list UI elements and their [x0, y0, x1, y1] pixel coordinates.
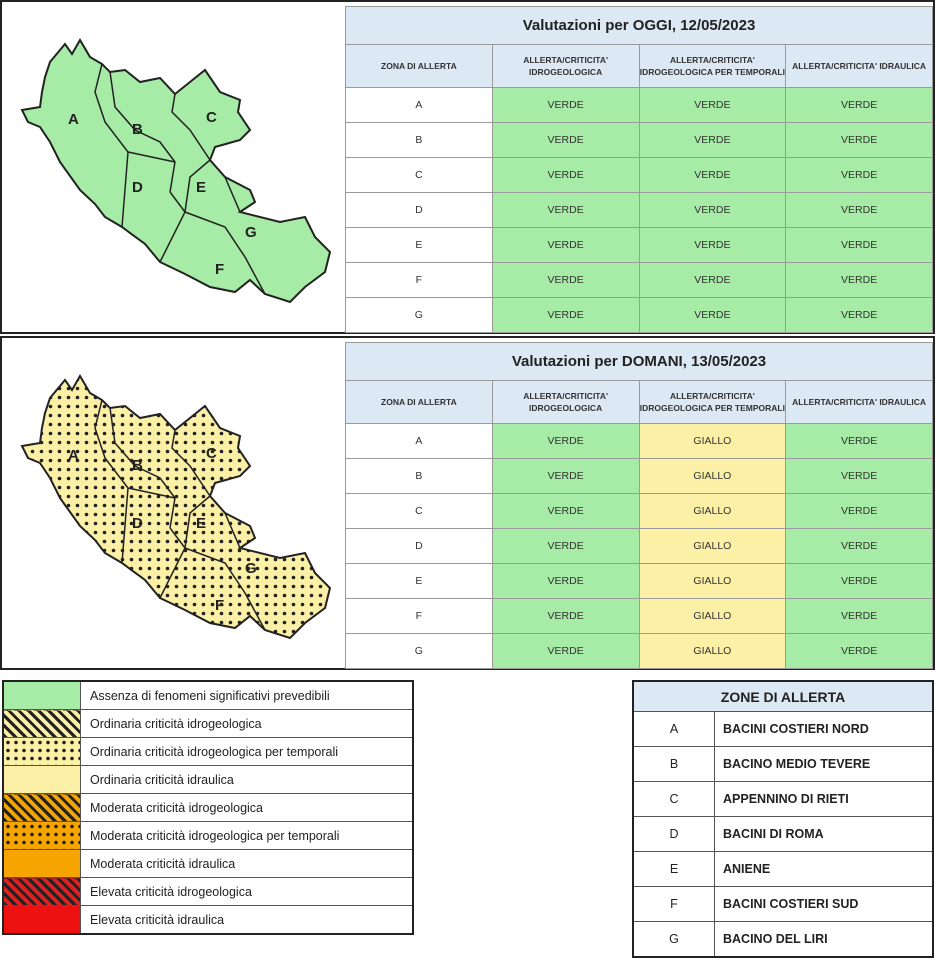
status-cell: VERDE	[639, 123, 786, 158]
header-zona: ZONA DI ALLERTA	[346, 45, 493, 88]
zone-cell: B	[346, 123, 493, 158]
legend-label: Assenza di fenomeni significativi prevedibili	[81, 681, 414, 710]
status-cell: VERDE	[639, 193, 786, 228]
zone-id: F	[633, 887, 715, 922]
status-cell: VERDE	[492, 158, 639, 193]
status-cell: VERDE	[786, 599, 933, 634]
zone-id: C	[633, 782, 715, 817]
zone-row	[633, 887, 933, 922]
zone-cell: E	[346, 228, 493, 263]
header-idraulica: ALLERTA/CRITICITA' IDRAULICA	[786, 45, 933, 88]
zones-table	[632, 680, 934, 958]
table-row	[346, 298, 933, 333]
zone-name: BACINO DEL LIRI	[715, 922, 934, 958]
status-cell: VERDE	[786, 634, 933, 669]
status-cell: GIALLO	[639, 424, 786, 459]
zone-cell: F	[346, 599, 493, 634]
zone-cell: F	[346, 263, 493, 298]
legend-item	[3, 738, 413, 766]
zone-name: BACINI COSTIERI SUD	[715, 887, 934, 922]
map-label-a: A	[68, 111, 79, 128]
status-cell: GIALLO	[639, 494, 786, 529]
table-row	[346, 529, 933, 564]
status-cell: VERDE	[639, 88, 786, 123]
status-cell: VERDE	[786, 459, 933, 494]
table-row	[346, 123, 933, 158]
table-row	[346, 88, 933, 123]
legend-swatch	[3, 681, 81, 710]
status-cell: VERDE	[639, 298, 786, 333]
status-cell: VERDE	[786, 123, 933, 158]
zone-name: ANIENE	[715, 852, 934, 887]
legend-label: Moderata criticità idrogeologica	[81, 794, 414, 822]
status-cell: VERDE	[492, 123, 639, 158]
status-cell: VERDE	[492, 88, 639, 123]
legend-item	[3, 850, 413, 878]
map-label-f: F	[215, 261, 225, 278]
legend-item	[3, 766, 413, 794]
legend-swatch	[3, 878, 81, 906]
status-cell: VERDE	[492, 564, 639, 599]
zone-cell: D	[346, 193, 493, 228]
status-cell: VERDE	[492, 529, 639, 564]
status-cell: VERDE	[639, 158, 786, 193]
map-label-a: A	[68, 447, 79, 464]
lazio-map-tomorrow	[10, 348, 340, 660]
table-row	[346, 228, 933, 263]
legend-label: Moderata criticità idrogeologica per temporali	[81, 822, 414, 850]
legend-swatch	[3, 710, 81, 738]
status-cell: VERDE	[786, 88, 933, 123]
table-row	[346, 263, 933, 298]
header-idrogeologica: ALLERTA/CRITICITA' IDROGEOLOGICA	[492, 45, 639, 88]
status-cell: VERDE	[492, 193, 639, 228]
zone-row	[633, 712, 933, 747]
zones-title: ZONE DI ALLERTA	[633, 681, 933, 712]
header-idraulica: ALLERTA/CRITICITA' IDRAULICA	[786, 381, 933, 424]
header-temporali: ALLERTA/CRITICITA' IDROGEOLOGICA PER TEMPORALI	[639, 381, 786, 424]
table-row	[346, 459, 933, 494]
status-cell: VERDE	[492, 298, 639, 333]
status-cell: VERDE	[492, 459, 639, 494]
header-temporali: ALLERTA/CRITICITA' IDROGEOLOGICA PER TEMPORALI	[639, 45, 786, 88]
zone-row	[633, 852, 933, 887]
status-cell: VERDE	[639, 263, 786, 298]
tomorrow-panel	[0, 336, 935, 670]
status-cell: VERDE	[492, 424, 639, 459]
zone-cell: E	[346, 564, 493, 599]
zone-row	[633, 747, 933, 782]
lazio-map-today	[10, 12, 340, 324]
zone-name: BACINI COSTIERI NORD	[715, 712, 934, 747]
legend-item	[3, 710, 413, 738]
today-table	[345, 6, 933, 333]
zone-id: E	[633, 852, 715, 887]
table-row	[346, 494, 933, 529]
table-row	[346, 193, 933, 228]
status-cell: VERDE	[786, 193, 933, 228]
today-title: Valutazioni per OGGI, 12/05/2023	[346, 7, 933, 45]
status-cell: GIALLO	[639, 564, 786, 599]
zone-id: B	[633, 747, 715, 782]
map-label-c: C	[206, 109, 217, 126]
map-label-f: F	[215, 597, 225, 614]
table-row	[346, 158, 933, 193]
zone-cell: G	[346, 298, 493, 333]
legend	[2, 680, 414, 935]
legend-item	[3, 794, 413, 822]
zone-cell: B	[346, 459, 493, 494]
zone-id: D	[633, 817, 715, 852]
zone-cell: D	[346, 529, 493, 564]
status-cell: VERDE	[786, 529, 933, 564]
status-cell: VERDE	[639, 228, 786, 263]
map-label-e: E	[196, 515, 207, 532]
zone-id: G	[633, 922, 715, 958]
map-label-e: E	[196, 179, 207, 196]
map-label-c: C	[206, 445, 217, 462]
zone-row	[633, 817, 933, 852]
status-cell: VERDE	[786, 564, 933, 599]
status-cell: GIALLO	[639, 634, 786, 669]
legend-item	[3, 822, 413, 850]
legend-swatch	[3, 850, 81, 878]
legend-swatch	[3, 822, 81, 850]
zone-cell: G	[346, 634, 493, 669]
zone-cell: C	[346, 494, 493, 529]
legend-swatch	[3, 794, 81, 822]
status-cell: VERDE	[492, 263, 639, 298]
legend-label: Ordinaria criticità idrogeologica per temporali	[81, 738, 414, 766]
status-cell: VERDE	[492, 634, 639, 669]
zone-name: BACINI DI ROMA	[715, 817, 934, 852]
status-cell: GIALLO	[639, 459, 786, 494]
legend-swatch	[3, 738, 81, 766]
region-outline	[22, 376, 330, 638]
legend-label: Moderata criticità idraulica	[81, 850, 414, 878]
tomorrow-table	[345, 342, 933, 669]
region-outline	[22, 40, 330, 302]
status-cell: VERDE	[786, 263, 933, 298]
legend-label: Elevata criticità idraulica	[81, 906, 414, 935]
zone-name: BACINO MEDIO TEVERE	[715, 747, 934, 782]
status-cell: GIALLO	[639, 529, 786, 564]
zone-id: A	[633, 712, 715, 747]
status-cell: VERDE	[492, 228, 639, 263]
map-label-d: D	[132, 515, 143, 532]
tomorrow-title: Valutazioni per DOMANI, 13/05/2023	[346, 343, 933, 381]
zone-cell: C	[346, 158, 493, 193]
map-label-d: D	[132, 179, 143, 196]
map-label-b: B	[132, 121, 143, 138]
legend-item	[3, 878, 413, 906]
zone-cell: A	[346, 424, 493, 459]
status-cell: GIALLO	[639, 599, 786, 634]
zone-name: APPENNINO DI RIETI	[715, 782, 934, 817]
map-label-g: G	[245, 560, 257, 577]
status-cell: VERDE	[786, 424, 933, 459]
legend-item	[3, 681, 413, 710]
today-panel	[0, 0, 935, 334]
status-cell: VERDE	[786, 298, 933, 333]
map-label-g: G	[245, 224, 257, 241]
map-label-b: B	[132, 457, 143, 474]
header-idrogeologica: ALLERTA/CRITICITA' IDROGEOLOGICA	[492, 381, 639, 424]
legend-label: Elevata criticità idrogeologica	[81, 878, 414, 906]
legend-swatch	[3, 766, 81, 794]
status-cell: VERDE	[786, 158, 933, 193]
legend-label: Ordinaria criticità idraulica	[81, 766, 414, 794]
zone-row	[633, 922, 933, 958]
table-row	[346, 564, 933, 599]
legend-item	[3, 906, 413, 935]
status-cell: VERDE	[492, 599, 639, 634]
table-row	[346, 424, 933, 459]
table-row	[346, 634, 933, 669]
header-zona: ZONA DI ALLERTA	[346, 381, 493, 424]
status-cell: VERDE	[492, 494, 639, 529]
table-row	[346, 599, 933, 634]
zone-row	[633, 782, 933, 817]
legend-label: Ordinaria criticità idrogeologica	[81, 710, 414, 738]
zone-cell: A	[346, 88, 493, 123]
status-cell: VERDE	[786, 228, 933, 263]
legend-swatch	[3, 906, 81, 935]
status-cell: VERDE	[786, 494, 933, 529]
